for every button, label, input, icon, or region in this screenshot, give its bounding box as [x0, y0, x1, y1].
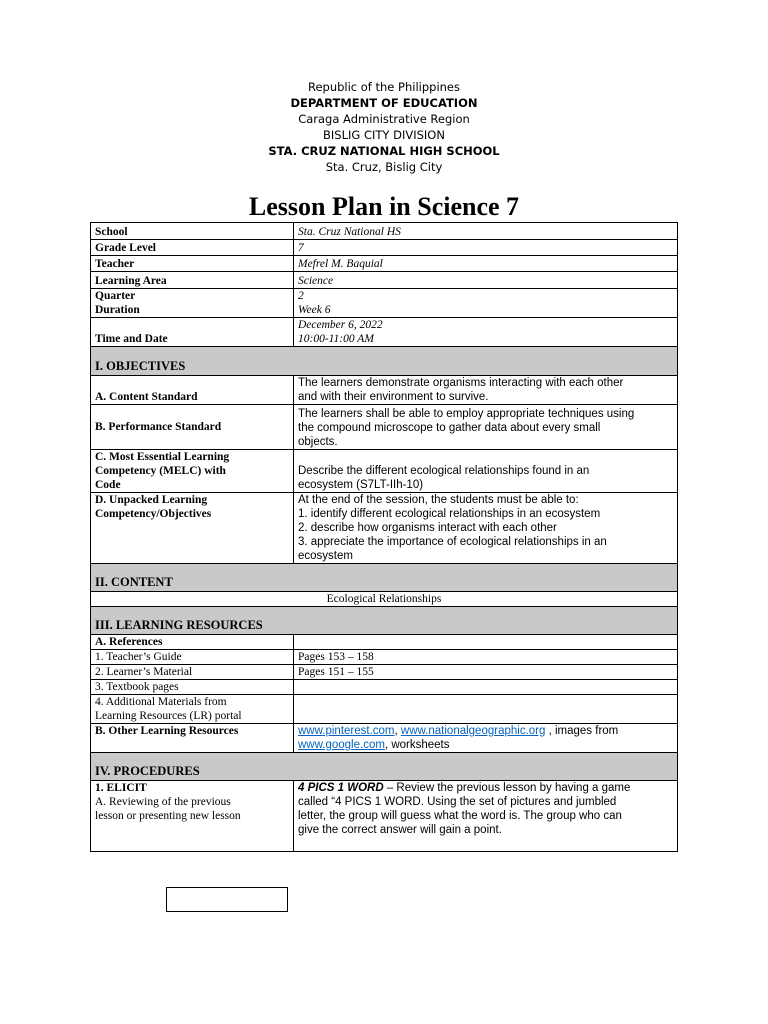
game-name: 4 PICS 1 WORD	[298, 782, 384, 794]
separator: ,	[394, 725, 401, 737]
elicit-title: 1. ELICIT	[95, 782, 147, 794]
header-division: BISLIG CITY DIVISION	[323, 128, 445, 142]
row-content-standard	[91, 376, 678, 405]
unpacked-label-line: D. Unpacked Learning	[95, 494, 208, 506]
header-address: Sta. Cruz, Bislig City	[325, 160, 443, 174]
section-objectives	[91, 347, 678, 376]
teachers-guide-pages: Pages 153 – 158	[294, 650, 678, 665]
row-other-resources	[91, 724, 678, 753]
elicit-label	[91, 781, 294, 852]
area-value: Science	[294, 272, 678, 289]
section-resources	[91, 607, 678, 635]
row-teacher	[91, 256, 678, 272]
textbook-pages	[294, 680, 678, 695]
learners-material-pages: Pages 151 – 155	[294, 665, 678, 680]
elicit-value	[294, 781, 678, 852]
resources-heading: III. LEARNING RESOURCES	[91, 607, 678, 635]
section-procedures	[91, 753, 678, 781]
performance-standard-value	[294, 405, 678, 450]
row-topic	[91, 592, 678, 607]
teacher-value: Mefrel M. Baquial	[294, 256, 678, 272]
section-content	[91, 564, 678, 592]
elicit-sub: A. Reviewing of the previous	[95, 796, 231, 808]
references-value	[294, 635, 678, 650]
objectives-heading: I. OBJECTIVES	[91, 347, 678, 376]
unpacked-value	[294, 493, 678, 564]
content-standard-value	[294, 376, 678, 405]
game-text: – Review the previous lesson by having a game	[383, 782, 631, 794]
row-melc	[91, 450, 678, 493]
content-standard-line: The learners demonstrate organisms interacting with each other	[298, 377, 624, 389]
school-label: School	[91, 223, 294, 240]
quarter-duration-label	[91, 289, 294, 318]
additional-value	[294, 695, 678, 724]
elicit-sub: lesson or presenting new lesson	[95, 810, 241, 822]
other-resources-label: B. Other Learning Resources	[91, 724, 294, 753]
row-performance-standard	[91, 405, 678, 450]
content-standard-line: and with their environment to survive.	[298, 391, 489, 403]
quarter-duration-value	[294, 289, 678, 318]
row-area	[91, 272, 678, 289]
row-quarter	[91, 289, 678, 318]
row-time	[91, 318, 678, 347]
row-unpacked	[91, 493, 678, 564]
header-school: STA. CRUZ NATIONAL HIGH SCHOOL	[268, 144, 500, 158]
time-value: 10:00-11:00 AM	[298, 333, 374, 345]
melc-label-line: Competency (MELC) with	[95, 465, 226, 477]
game-line: called “4 PICS 1 WORD. Using the set of pictures and jumbled	[298, 796, 617, 808]
performance-line: The learners shall be able to employ appropriate techniques using	[298, 408, 635, 420]
resources-text: , images from	[545, 725, 619, 737]
teacher-label: Teacher	[91, 256, 294, 272]
other-resources-line	[298, 738, 673, 752]
melc-label	[91, 450, 294, 493]
content-standard-label: A. Content Standard	[91, 376, 294, 405]
content-heading: II. CONTENT	[91, 564, 678, 592]
pinterest-link[interactable]: www.pinterest.com	[298, 725, 395, 737]
row-additional	[91, 695, 678, 724]
textbook-label: 3. Textbook pages	[91, 680, 294, 695]
header-region: Caraga Administrative Region	[298, 112, 470, 126]
unpacked-label	[91, 493, 294, 564]
game-line	[298, 781, 673, 795]
melc-line: Describe the different ecological relationships found in an	[298, 465, 590, 477]
row-elicit	[91, 781, 678, 852]
additional-label	[91, 695, 294, 724]
game-line: letter, the group will guess what the word is. The group who can	[298, 810, 622, 822]
area-label: Learning Area	[91, 272, 294, 289]
row-references	[91, 635, 678, 650]
row-textbook	[91, 680, 678, 695]
letterhead	[0, 79, 768, 175]
other-resources-value	[294, 724, 678, 753]
time-label: Time and Date	[91, 318, 294, 347]
additional-label-line: Learning Resources (LR) portal	[95, 710, 242, 722]
lesson-plan-table	[90, 222, 678, 852]
performance-standard-label: B. Performance Standard	[91, 405, 294, 450]
game-line: give the correct answer will gain a point.	[298, 824, 502, 836]
performance-line: objects.	[298, 436, 338, 448]
learners-material-label: 2. Learner’s Material	[91, 665, 294, 680]
unpacked-line: 2. describe how organisms interact with each other	[298, 522, 557, 534]
unpacked-line: ecosystem	[298, 550, 353, 562]
duration-label: Duration	[95, 304, 140, 316]
row-grade	[91, 240, 678, 256]
additional-label-line: 4. Additional Materials from	[95, 696, 227, 708]
row-learners-material	[91, 665, 678, 680]
header-republic: Republic of the Philippines	[307, 80, 461, 94]
unpacked-label-line: Competency/Objectives	[95, 508, 212, 520]
unpacked-line: At the end of the session, the students must be able to:	[298, 494, 579, 506]
header-department: DEPARTMENT OF EDUCATION	[290, 96, 478, 110]
date-value: December 6, 2022	[298, 319, 383, 331]
content-topic: Ecological Relationships	[91, 592, 678, 607]
empty-text-box	[166, 887, 288, 912]
school-value: Sta. Cruz National HS	[294, 223, 678, 240]
quarter-value: 2	[298, 290, 304, 302]
references-label: A. References	[91, 635, 294, 650]
page-title: Lesson Plan in Science 7	[248, 192, 520, 221]
duration-value: Week 6	[298, 304, 331, 316]
resources-text: , worksheets	[384, 739, 450, 751]
other-resources-line	[298, 724, 673, 738]
grade-label: Grade Level	[91, 240, 294, 256]
time-date-value	[294, 318, 678, 347]
procedures-heading: IV. PROCEDURES	[91, 753, 678, 781]
quarter-label: Quarter	[95, 290, 136, 302]
melc-value	[294, 450, 678, 493]
melc-label-line: C. Most Essential Learning	[95, 451, 230, 463]
google-link[interactable]: www.google.com	[298, 739, 385, 751]
unpacked-line: 3. appreciate the importance of ecological relationships in an	[298, 536, 607, 548]
natgeo-link[interactable]: www.nationalgeographic.org	[400, 725, 546, 737]
unpacked-line: 1. identify different ecological relationships in an ecosystem	[298, 508, 601, 520]
row-school	[91, 223, 678, 240]
teachers-guide-label: 1. Teacher’s Guide	[91, 650, 294, 665]
row-teachers-guide	[91, 650, 678, 665]
performance-line: the compound microscope to gather data about every small	[298, 422, 601, 434]
grade-value: 7	[294, 240, 678, 256]
melc-label-line: Code	[95, 479, 121, 491]
melc-line: ecosystem (S7LT-IIh-10)	[298, 479, 424, 491]
